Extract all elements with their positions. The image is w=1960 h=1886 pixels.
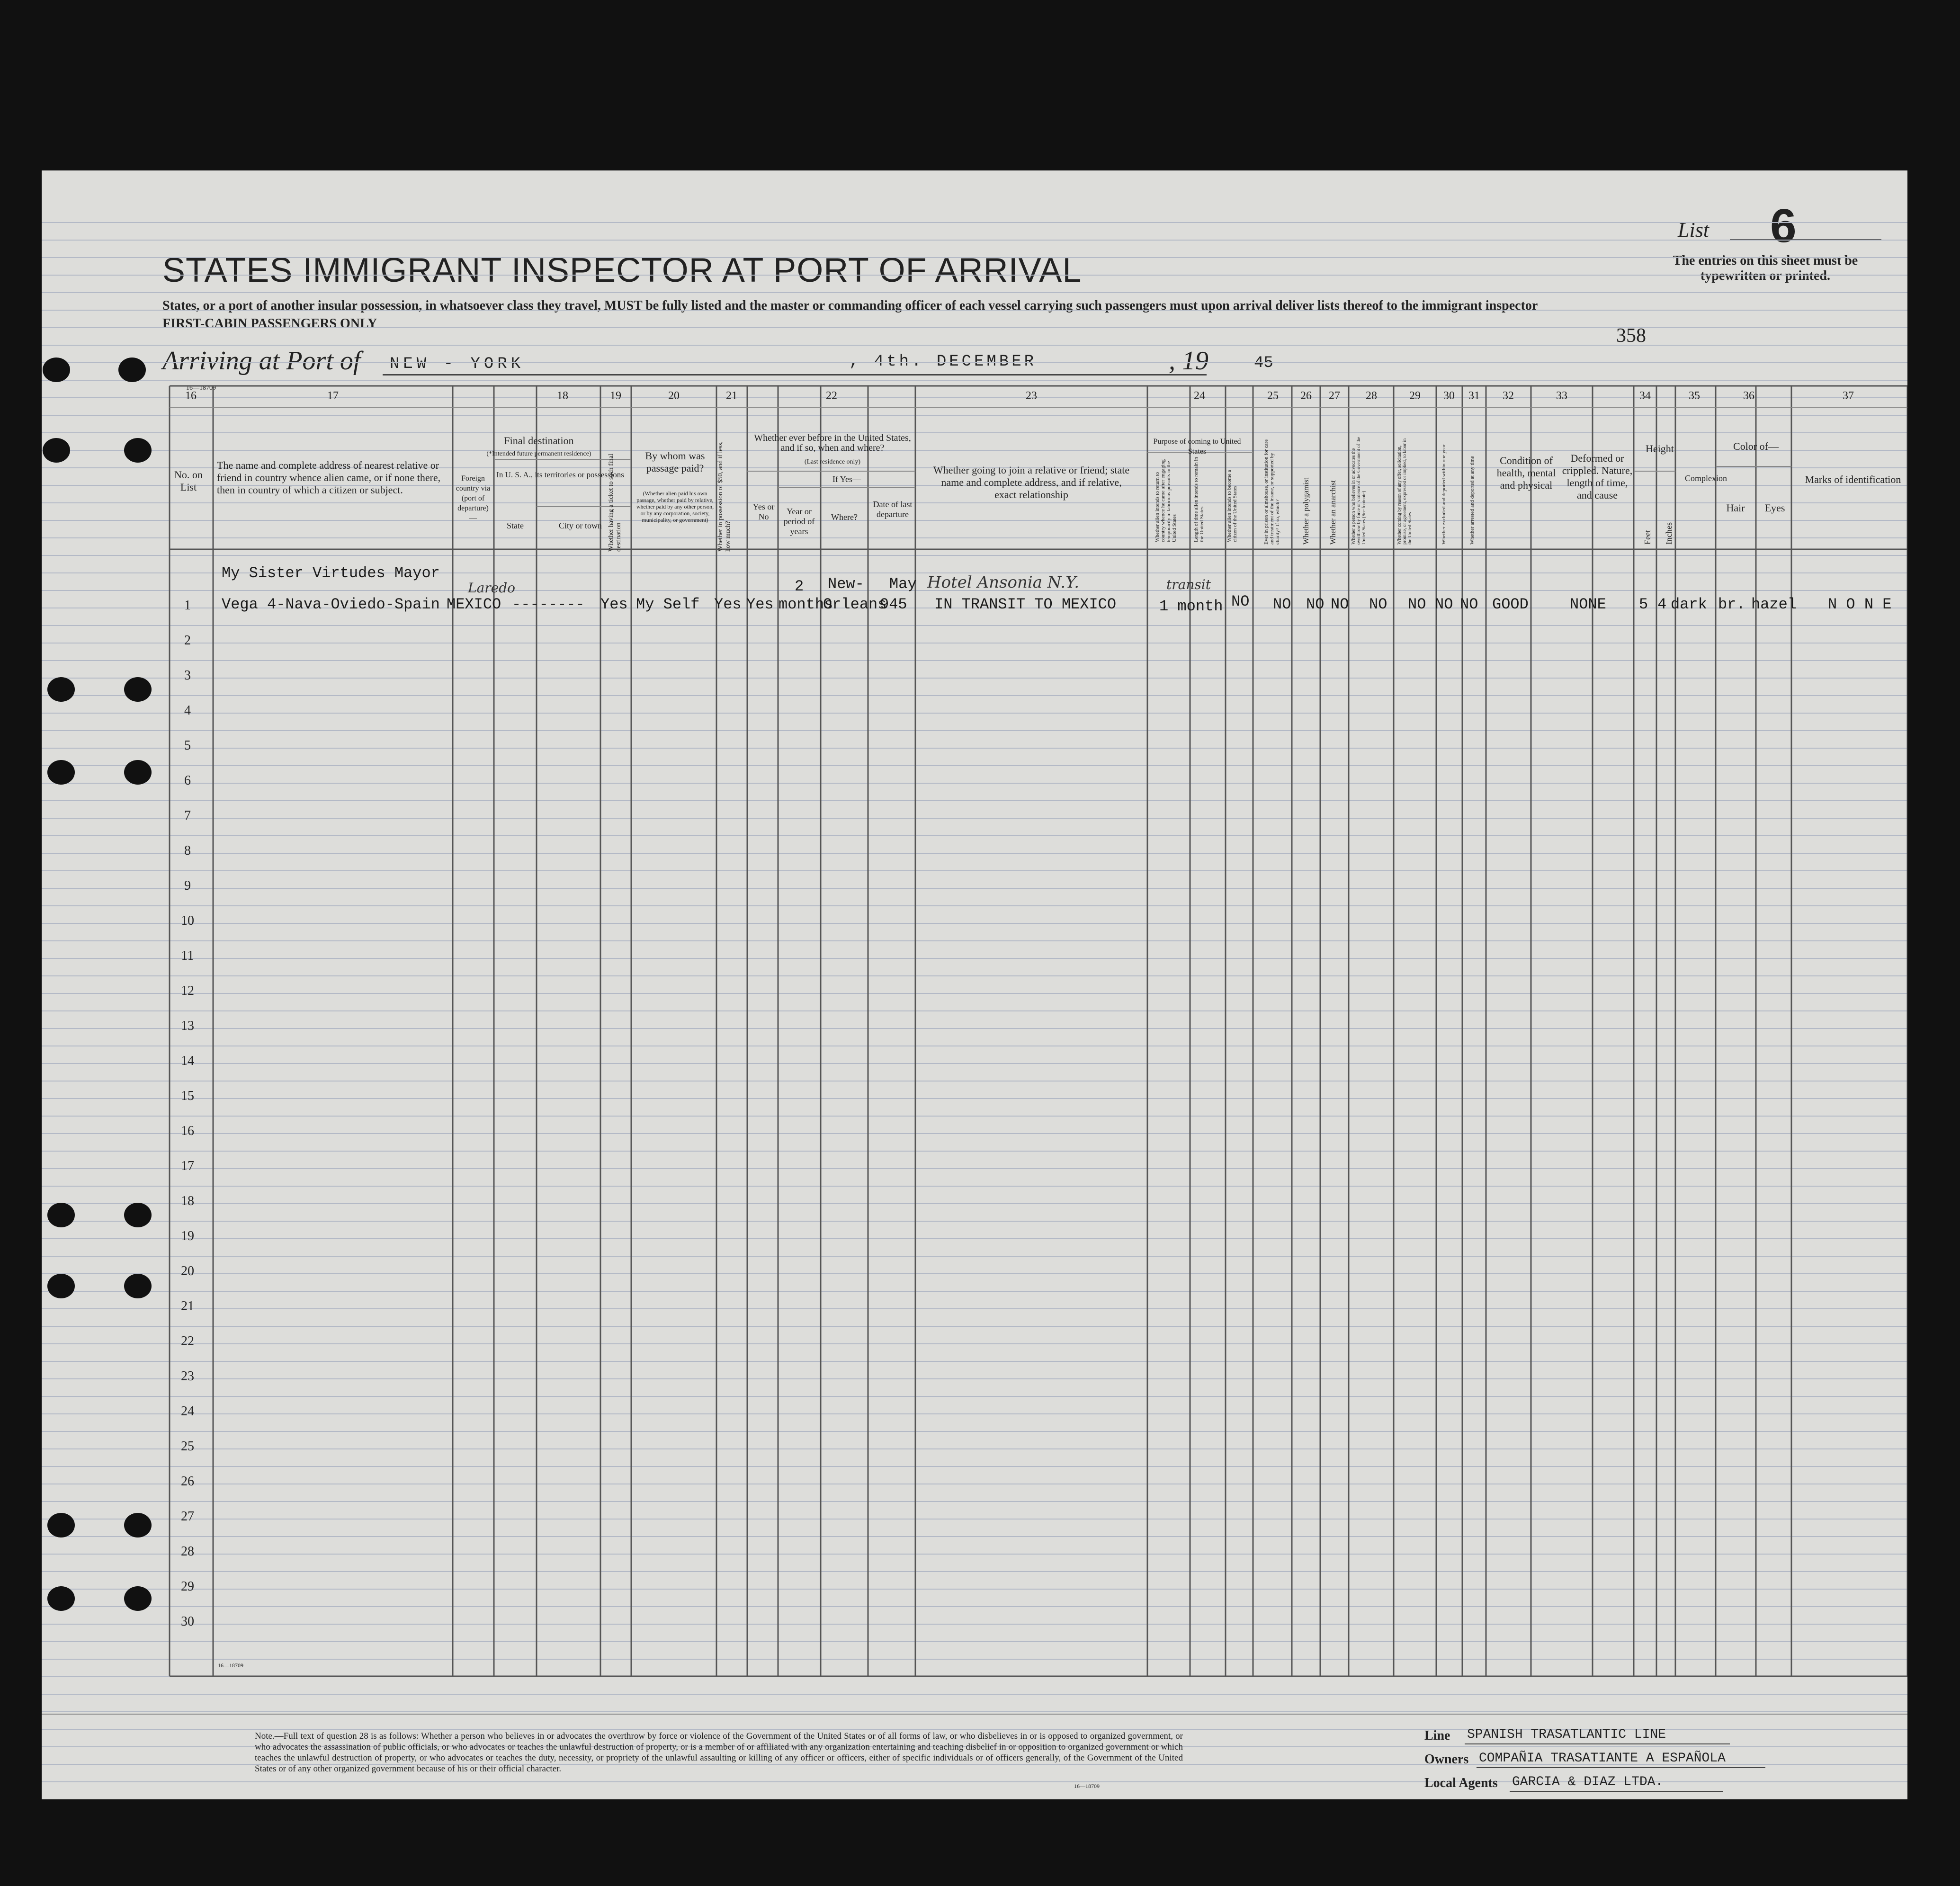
punch-hole [43, 358, 70, 382]
header-purpose: Purpose of coming to United States [1153, 438, 1241, 456]
row-number: 27 [181, 1509, 194, 1524]
column-number: 17 [327, 390, 339, 402]
agents-underline [1510, 1791, 1723, 1792]
eye-color: hazel [1751, 596, 1797, 613]
foreign-country-handwritten: Laredo [468, 580, 516, 596]
line-value: SPANISH TRASATLANTIC LINE [1467, 1727, 1666, 1742]
row-number: 1 [184, 598, 191, 613]
punch-hole [47, 760, 75, 785]
header-last-residence: (Last residence only) [804, 458, 861, 465]
header-hair: Hair [1726, 502, 1745, 514]
header-yes-no: Yes or No [752, 502, 775, 521]
header-purpose-return: Whether alien intends to return to country whence he came after engaging temporarily in laborious pursuits in the United States [1155, 459, 1177, 542]
punch-hole [124, 1203, 152, 1227]
manifest-page [42, 170, 1907, 1799]
list-label: List [1678, 218, 1709, 241]
header-no-on-list: No. on List [174, 469, 203, 493]
date-line-2: 945 [880, 596, 907, 613]
column-number: 20 [668, 390, 680, 402]
header-final-destination-sub: (*Intended future permanent residence) [486, 450, 591, 457]
row-number: 12 [181, 983, 194, 998]
header-anarchist: Whether an anarchist [1329, 480, 1337, 545]
row-number: 5 [184, 738, 191, 753]
header-city: City or town [558, 521, 602, 530]
column-number: 27 [1329, 390, 1340, 402]
punch-hole [47, 1513, 75, 1537]
punch-hole [124, 760, 152, 785]
polygamist: NO [1306, 596, 1325, 613]
date-line-1: May [889, 575, 917, 593]
row-number: 6 [184, 773, 191, 788]
header-height: Height [1646, 443, 1674, 455]
punch-hole [124, 677, 152, 702]
header-labor-offer: Whether coming by reason of any offer, solicitation, promise, or agreement, expressed or implied, to labor in the United States [1397, 438, 1413, 545]
header-eyes: Eyes [1764, 502, 1785, 514]
column-number: 26 [1300, 390, 1312, 402]
row-number: 13 [181, 1019, 194, 1033]
list-number: 6 [1770, 199, 1797, 252]
column-number: 32 [1503, 390, 1514, 402]
arrival-date: , 4th. DECEMBER [849, 353, 1037, 371]
column-number: 30 [1443, 390, 1455, 402]
class-line: FIRST-CABIN PASSENGERS ONLY [162, 316, 377, 331]
year-prefix: , 19 [1169, 346, 1208, 375]
table-grid [42, 170, 1907, 1799]
relative-line-2: Vega 4-Nava-Oviedo-Spain [222, 596, 440, 613]
row-number: 20 [181, 1264, 194, 1278]
row-number: 16 [181, 1124, 194, 1138]
header-has-50: Whether in possession of $50, and if less, how much? [717, 441, 732, 552]
form-number-bottom: 16—18709 [1074, 1783, 1100, 1789]
paid-by: My Self [636, 596, 700, 613]
where-line-1: New- [828, 575, 864, 593]
header-state: State [507, 521, 524, 530]
column-number: 24 [1194, 390, 1205, 402]
column-number: 33 [1556, 390, 1567, 402]
column-number: 22 [826, 390, 837, 402]
agents-label: Local Agents [1424, 1776, 1498, 1790]
column-number: 21 [726, 390, 737, 402]
row-number: 17 [181, 1159, 194, 1173]
row-number: 8 [184, 843, 191, 858]
row-number: 10 [181, 913, 194, 928]
owners-value: COMPAÑIA TRASATIANTE A ESPAÑOLA [1479, 1751, 1726, 1766]
row-number: 7 [184, 808, 191, 823]
labor-offer: NO [1408, 596, 1426, 613]
header-in-usa: In U. S. A., its territories or possessions [496, 470, 624, 479]
column-number: 25 [1267, 390, 1279, 402]
length-handwritten: transit [1166, 577, 1211, 592]
header-marks: Marks of identification [1805, 474, 1901, 485]
height-inches: 4 [1657, 596, 1667, 613]
row-number: 24 [181, 1404, 194, 1419]
row-number: 22 [181, 1334, 194, 1349]
form-number-left: 16—18709 [218, 1662, 243, 1669]
header-if-yes: If Yes— [832, 474, 861, 484]
header-excluded: Whether excluded and deported within one year [1441, 444, 1447, 545]
row-number: 30 [181, 1614, 194, 1629]
header-inches: Inches [1664, 522, 1674, 545]
header-feet: Feet [1643, 530, 1652, 545]
row-number: 25 [181, 1439, 194, 1454]
header-prison: Ever in prison or almshouse, or institution for care and treatment of the insane, or supported by charity? If so, which? [1263, 439, 1280, 545]
agents-value: GARCIA & DIAZ LTDA. [1512, 1775, 1664, 1789]
row-number: 21 [181, 1299, 194, 1314]
header-period: Year or period of years [783, 507, 815, 536]
footnote-text: Note.—Full text of question 28 is as follows: Whether a person who believes in or advocates the overthrow by force or violence of the Government of the United States or of all forms of law, or who disbelieves in or is opposed to organized government, or who advocates the assassination of public officials, or who advocates or teaches the unlawful destruction of property, or is a member of or affiliated with any organization entertaining and teaching disbelief in or opposition to organized government or which teaches the unlawful destruction of property, or who advocates or teaches the duty, necessity, or propriety of the unlawful assaulting or killing of any officer or officers, either of specific individuals or of officers generally, of the Government of the United States or of any other organized government because of his or their official character. [255, 1731, 1183, 1774]
period-unit: months [779, 596, 833, 613]
foreign-country: MEXICO [447, 596, 501, 613]
identification-marks: N O N E [1828, 596, 1892, 613]
owners-underline [1477, 1767, 1765, 1768]
header-health: Condition of health, mental and physical [1496, 455, 1556, 491]
header-ever-before: Whether ever before in the United States, and if so, when and where? [754, 433, 911, 453]
header-where: Where? [831, 512, 858, 522]
arrested: NO [1460, 596, 1478, 613]
before-in-us: Yes [746, 596, 774, 613]
header-final-destination: Final destination [504, 435, 574, 447]
punch-hole [43, 438, 70, 463]
column-number: 36 [1743, 390, 1754, 402]
column-number: 28 [1366, 390, 1377, 402]
punch-hole [47, 677, 75, 702]
header-polygamist: Whether a polygamist [1302, 477, 1310, 545]
header-paid-by-note: (Whether alien paid his own passage, whether paid by relative, whether paid by any other person, or by any corporation, society, municipality, or government) [636, 490, 714, 523]
row-number: 2 [184, 633, 191, 648]
has-50: Yes [714, 596, 742, 613]
punch-hole [124, 1586, 152, 1611]
where-line-2: Orleans [823, 596, 887, 613]
anarchist: NO [1331, 596, 1349, 613]
period-number: 2 [795, 578, 804, 595]
ticket: Yes [600, 596, 628, 613]
length-of-stay: 1 month [1159, 598, 1223, 615]
header-deformed: Deformed or crippled. Nature, length of time, and cause [1562, 452, 1633, 501]
complexion: dark [1671, 596, 1707, 613]
column-number: 19 [610, 390, 621, 402]
header-purpose-citizen: Whether alien intends to become a citizen of the United States [1226, 470, 1238, 542]
row-number: 15 [181, 1089, 194, 1103]
relative-line-1: My Sister Virtudes Mayor [222, 564, 440, 582]
header-arrested: Whether arrested and deported at any time [1469, 456, 1475, 545]
column-number: 16 [185, 390, 197, 402]
punch-hole [124, 1513, 152, 1537]
header-join-relative: Whether going to join a relative or friend; state name and complete address, and if relative, exact relationship [933, 464, 1130, 501]
header-paid-by: By whom was passage paid? [645, 450, 705, 474]
row-number: 4 [184, 703, 191, 718]
row-number: 11 [181, 948, 194, 963]
column-number: 31 [1468, 390, 1480, 402]
column-number: 23 [1026, 390, 1037, 402]
header-overthrow: Whether a person who believes in or advocates the overthrow by force or violence of the Government of the United States (See footnote) [1351, 437, 1367, 545]
punch-hole [124, 438, 152, 463]
citizen-intent: NO [1231, 593, 1250, 610]
row-number: 3 [184, 668, 191, 683]
column-number: 37 [1843, 390, 1854, 402]
excluded: NO [1435, 596, 1453, 613]
join-handwritten: Hotel Ansonia N.Y. [927, 573, 1080, 592]
row-number: 18 [181, 1194, 194, 1208]
column-number: 35 [1689, 390, 1700, 402]
deformed: NONE [1570, 596, 1606, 613]
punch-hole [47, 1586, 75, 1611]
port-name: NEW - YORK [390, 355, 525, 373]
punch-hole [47, 1274, 75, 1298]
row-number: 26 [181, 1474, 194, 1489]
page-title: STATES IMMIGRANT INSPECTOR AT PORT OF ARRIVAL [162, 251, 1082, 289]
owners-label: Owners [1424, 1752, 1469, 1767]
line-underline [1465, 1743, 1730, 1744]
punch-hole [47, 1203, 75, 1227]
usa-state: -------- [512, 596, 585, 613]
join-relative: IN TRANSIT TO MEXICO [934, 596, 1117, 613]
overthrow: NO [1369, 596, 1387, 613]
year-suffix: 45 [1254, 354, 1273, 372]
stamp-number: 358 [1616, 325, 1646, 347]
column-number: 29 [1409, 390, 1421, 402]
column-number: 34 [1639, 390, 1651, 402]
header-color-of: Color of— [1733, 440, 1779, 452]
row-number: 28 [181, 1544, 194, 1559]
header-foreign-country: Foreign country via (port of departure)— [456, 474, 491, 522]
header-ticket: Whether having a ticket to such final destination [608, 454, 622, 552]
header-purpose-length: Length of time alien intends to remain in the United States [1193, 457, 1205, 542]
typewritten-note: The entries on this sheet must be typewritten or printed. [1673, 253, 1858, 283]
header-relative: The name and complete address of nearest relative or friend in country whence alien came, or if none there, then in country of which a citizen or subject. [217, 459, 441, 496]
row-number: 23 [181, 1369, 194, 1384]
line-label: Line [1424, 1728, 1450, 1743]
form-number-top: 16—18709 [186, 384, 216, 392]
row-number: 9 [184, 878, 191, 893]
height-feet: 5 [1639, 596, 1648, 613]
row-number: 29 [181, 1579, 194, 1594]
prison: NO [1273, 596, 1291, 613]
health: GOOD [1492, 596, 1529, 613]
hair-color: br. [1718, 596, 1745, 613]
column-number: 18 [557, 390, 568, 402]
row-number: 14 [181, 1054, 194, 1068]
punch-hole [124, 1274, 152, 1298]
instruction-text: States, or a port of another insular possession, in whatsoever class they travel, MUST be fully listed and the master or commanding officer of each vessel carrying such passengers must upon arrival deliver lists thereof to the immigrant inspector [162, 298, 1538, 313]
header-date-departure: Date of last departure [873, 500, 913, 519]
header-complexion: Complexion [1685, 474, 1727, 483]
punch-hole [118, 358, 146, 382]
row-number: 19 [181, 1229, 194, 1243]
arriving-label: Arriving at Port of [162, 346, 361, 375]
